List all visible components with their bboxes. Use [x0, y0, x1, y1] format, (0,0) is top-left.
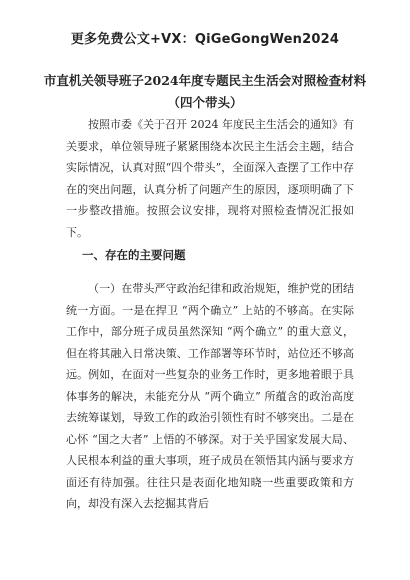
- document-title: [0, 70, 410, 114]
- promo-header: 更多免费公文+VX：QiGeGongWen2024: [70, 32, 340, 47]
- body-paragraph: （一）在带头严守政治纪律和政治规矩，维护党的团结统一方面。一是在捍卫 “两个确立” 上站的不够高。在实际工作中，部分班子成员虽然深知 “两个确立” 的重大意义，但在将其融入日常决策、工作部署等环节时，站位还不够高远。例如，在面对一些复杂的业务工作时，更多地着眼于具体事务的解决，未能充分从 “两个确立” 所蕴含的政治高度去统筹谋划，导致工作的政治引领性有时不够突出。二是在心怀 “国之大者” 上悟的不够深。对于关乎国家发展大局、人民根本利益的重大事项，班子成员在领悟其内涵与要求方面还有待加强。往往只是表面化地知晓一些重要政策和方向，却没有深入去挖掘其背后: [66, 282, 354, 510]
- title-line-1: 市直机关领导班子2024年度专题民主生活会对照检查材料: [43, 73, 367, 88]
- intro-paragraph: 按照市委《关于召开 2024 年度民主生活会的通知》有关要求，单位领导班子紧紧围绕本次民主生活会主题，结合实际情况，认真对照“四个带头”，全面深入查摆了工作中存在的突出问题，认真分析了问题产生的原因，逐项明确了下一步整改措施。按照会议安排，现将对照检查情况汇报如下。: [66, 118, 354, 239]
- section-heading: 一、存在的主要问题: [82, 248, 186, 262]
- title-line-2: （四个带头）: [167, 95, 243, 110]
